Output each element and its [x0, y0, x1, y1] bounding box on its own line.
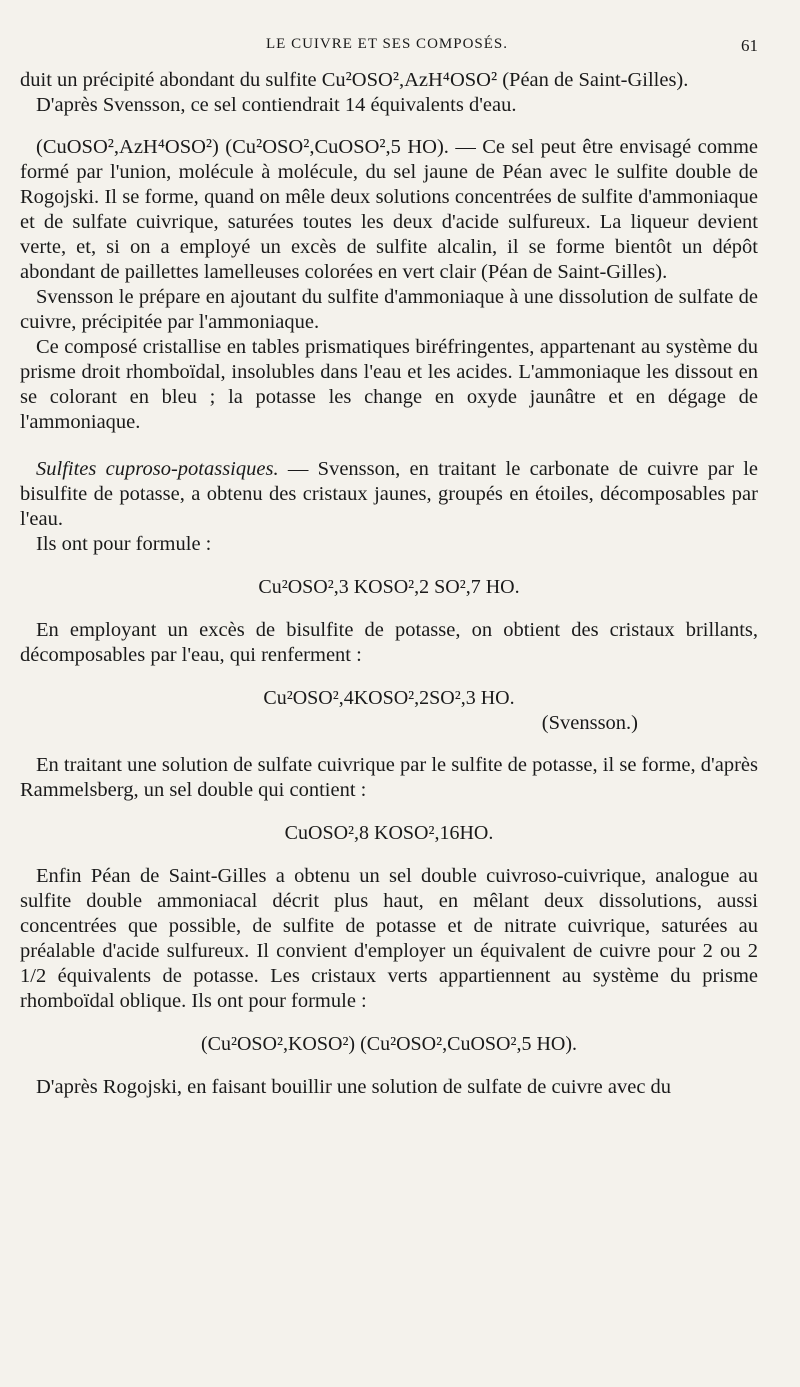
section-paragraph: [20, 457, 758, 532]
paragraph: Svensson le prépare en ajoutant du sulfite d'ammoniaque à une dissolution de sulfate de cuivre, précipitée par l'ammoniaque.: [20, 286, 758, 333]
paragraph: D'après Rogojski, en faisant bouillir une solution de sulfate de cuivre avec du: [36, 1076, 672, 1098]
formula: Cu²OSO²,4KOSO²,2SO²,3 HO.: [263, 687, 515, 709]
paragraph: D'après Svensson, ce sel contiendrait 14 équivalents d'eau.: [36, 94, 517, 116]
paragraph: Ils ont pour formule :: [36, 533, 212, 555]
paragraph: Enfin Péan de Saint-Gilles a obtenu un sel double cuivroso-cuivrique, analogue au sulfite double ammoniacal décrit plus haut, en mêlant deux dissolutions, aussi concentrées que possible, de sulfite de potasse et de nitrate cuivrique, saturées au préalable d'acide sulfureux. Il convient d'employer un équivalent de cuivre pour 2 ou 2 1/2 équivalents de potasse. Les cristaux verts appartiennent au système du prisme rhomboïdal oblique. Ils ont pour formule :: [20, 865, 758, 1012]
body-text: [20, 68, 758, 1100]
paragraph: En employant un excès de bisulfite de potasse, on obtient des cristaux brillants, décomposables par l'eau, qui renferment :: [20, 619, 758, 666]
paragraph: En traitant une solution de sulfate cuivrique par le sulfite de potasse, il se forme, d'après Rammelsberg, un sel double qui contient :: [20, 754, 758, 801]
page-header: [20, 0, 758, 55]
formula: (Cu²OSO²,KOSO²) (Cu²OSO²,CuOSO²,5 HO).: [200, 1033, 577, 1055]
page-number: 61: [741, 36, 758, 55]
section-title: Sulfites cuproso-potassiques.: [36, 458, 279, 480]
section-text: — Svensson, en traitant le carbonate de cuivre par le bisulfite de potasse, a obtenu des cristaux jaunes, groupés en étoiles, décomposables par l'eau.: [20, 458, 758, 530]
paragraph: duit un précipité abondant du sulfite Cu²OSO²,AzH⁴OSO² (Péan de Saint-Gilles).: [20, 69, 689, 91]
formula: CuOSO²,8 KOSO²,16HO.: [284, 822, 494, 844]
paragraph: Ce composé cristallise en tables prismatiques biréfringentes, appartenant au système du prisme droit rhomboïdal, insolubles dans l'eau et les acides. L'ammoniaque les dissout en se colorant en bleu ; la potasse les change en oxyde jaunâtre et en dégage de l'ammoniaque.: [20, 336, 758, 433]
formula: Cu²OSO²,3 KOSO²,2 SO²,7 HO.: [258, 576, 520, 598]
formula-citation: (Svensson.): [541, 712, 638, 734]
running-title: LE CUIVRE ET SES COMPOSÉS.: [266, 36, 509, 52]
paragraph: (CuOSO²,AzH⁴OSO²) (Cu²OSO²,CuOSO²,5 HO). — Ce sel peut être envisagé comme formé par l'union, molécule à molécule, du sel jaune de Péan avec le sulfite double de Rogojski. Il se forme, quand on mêle deux solutions concentrées de sulfite d'ammoniaque et de sulfate cuivrique, saturées toutes les deux d'acide sulfureux. La liqueur devient verte, et, si on a employé un excès de sulfite alcalin, il se forme bientôt un dépôt abondant de paillettes lamelleuses colorées en vert clair (Péan de Saint-Gilles).: [20, 136, 758, 283]
